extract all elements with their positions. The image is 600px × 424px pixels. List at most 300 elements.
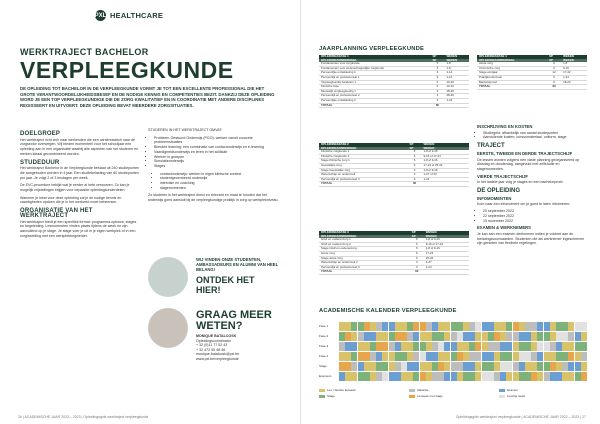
calendar-cell: [401, 332, 407, 341]
calendar-row: [319, 332, 587, 342]
calendar-cell: [389, 352, 395, 361]
legend-swatch: [499, 389, 505, 392]
calendar-cell: [550, 332, 556, 341]
calendar-cell: [432, 362, 438, 371]
calendar-cell: [358, 362, 364, 371]
heading-opleiding: DE OPLEIDING: [477, 188, 521, 195]
calendar-cell: [364, 322, 370, 331]
legend-swatch: [319, 395, 325, 398]
calendar-cell: [382, 332, 388, 341]
table-cell: 1-14: [444, 71, 469, 76]
legend-item: [499, 388, 518, 392]
calendar-cell: [550, 342, 556, 351]
table-fase-2: [319, 143, 469, 187]
table-cell: TOTAAL: [319, 182, 408, 187]
calendar-cell: [531, 362, 537, 371]
legend-swatch: [319, 389, 325, 392]
table-cell: 3: [430, 75, 444, 80]
intro-paragraph: DE OPLEIDING TOT BACHELOR IN DE VERPLEEGKUNDE VORMT JE TOT EEN EXCELLENTE PROFESSIONAL DIE HET GROTE VERANTWOORDELIJKHEIDSBESEF EN DE NODIGE KENNIS EN COMPETENTIES BEZIT. DANKZIJ DEZE OPLEIDING WORD JE EEN TOP VERPLEEGKUNDIGE DIE DE ZORG KWALITATIEF EN IN COORDINATIE MET ANDERE DISCIPLINES REGISSEERT EN UITVOERT. DEZE OPLEIDING BEVAT MEERDERE ZORGSITUATIES.: [20, 86, 275, 108]
calendar-cell: [494, 352, 500, 361]
calendar-cell: [401, 352, 407, 361]
calendar-cell: [513, 332, 519, 341]
contact-phone-1[interactable]: + 32 (0)11 77 52 43: [196, 343, 228, 348]
table-subheader-cell: SP: [547, 59, 561, 63]
table-cell: 6: [410, 256, 424, 261]
calendar-cell: [513, 322, 519, 331]
calendar-cell: [444, 352, 450, 361]
table-cell: 17-32: [561, 71, 587, 76]
table-cell: 28-30: [444, 94, 469, 99]
table-cell: 6: [430, 62, 444, 66]
calendar-cell: [556, 322, 562, 331]
contact-heading: GRAAG MEER WETEN?: [196, 309, 272, 332]
calendar-cell: [438, 342, 444, 351]
calendar-cell: [494, 372, 500, 381]
calendar-row-label: Examens: [319, 374, 332, 378]
calendar-cell: [475, 352, 481, 361]
calendar-cell: [482, 342, 488, 351]
table-cell: 1-24: [444, 98, 469, 103]
calendar-cell: [500, 352, 506, 361]
table-cell: 60: [410, 270, 424, 275]
list-item: • Blended learning: een combinatie van contactonderwijs en e-learning: [154, 145, 280, 150]
table-cell: 6: [408, 163, 422, 168]
table-cell: 17-24: [424, 251, 469, 256]
calendar-cell: [562, 352, 568, 361]
table-cell: 3: [430, 71, 444, 76]
info-dates: [477, 209, 587, 223]
calendar-cell: [351, 372, 357, 381]
table-cell: 6: [430, 85, 444, 90]
calendar-cell: [407, 342, 413, 351]
paragraph: In het laatste jaar volg je stages en een bachelorproef.: [477, 180, 564, 185]
contact-block: [148, 308, 288, 370]
calendar-cell: [345, 342, 351, 351]
calendar-cell: [339, 362, 345, 371]
list-item: • Simulatieonderwijs: [154, 159, 280, 164]
calendar-cell: [488, 322, 494, 331]
calendar-cell: [525, 362, 531, 371]
table-cell: 6: [430, 80, 444, 85]
footer-left: 26 | ACADEMISCHE JAAR 2022 – 2023 | Opleidingsgids werktraject verpleegkunde: [18, 415, 149, 419]
calendar-cell: [364, 332, 370, 341]
calendar-cell: [581, 362, 587, 371]
table-cell: Persoonlijk en professioneel 4: [319, 265, 410, 270]
calendar-cell: [575, 362, 581, 371]
calendar-cell: [420, 362, 426, 371]
calendar-cell: [438, 322, 444, 331]
heading-traject: TRAJECT: [477, 143, 505, 150]
calendar-cell: [581, 342, 587, 351]
brand-name: HEALTHCARE: [110, 11, 164, 20]
calendar-cell: [426, 342, 432, 351]
table-cell: Persoonlijke ontwikkeling 2: [319, 98, 430, 103]
contact-phone-2[interactable]: + 32 472 05 48 46: [196, 347, 226, 352]
table-cell: Wetenschap en onderzoek: [319, 173, 408, 178]
calendar-row: [319, 342, 587, 352]
subheading: EERSTE, TWEEDE EN DERDE TRAJECTSCHIJF: [477, 150, 573, 156]
table-total-row: [319, 182, 469, 187]
calendar-cell: [351, 342, 357, 351]
table-cell: [422, 182, 469, 187]
paragraph: Het werktraject richt zich naar werkenden die een carrièreswitch naar de zorgsector overwegen. Wij bieden momenteel voor het schooljaar een opleiding aan in een organisatie waarbij alle aspecten van het studeren en werken ideaal gecombineerd worden.: [20, 137, 139, 156]
table-cell: 6: [410, 251, 424, 256]
contact-photo: [148, 308, 188, 348]
calendar-cell: [420, 322, 426, 331]
paragraph: Je kan aan een examen deelnemen indien je voldoet aan de toelatingsvoorwaarden. Studenten die als werknemer ingeschreven zijn genieten van flexibele regelingen.: [477, 231, 585, 246]
table-cell: 12-24: [444, 85, 469, 90]
calendar-cell: [413, 362, 419, 371]
calendar-cell: [513, 362, 519, 371]
heading-organisatie: ORGANISATIE VAN HET WERKTRAJECT: [20, 208, 93, 219]
calendar-cell: [537, 352, 543, 361]
calendar-cell: [426, 362, 432, 371]
table-cell: Stage acute zorg: [319, 256, 410, 261]
table-cell: Chronische zorg: [477, 66, 547, 71]
calendar-cell: [550, 322, 556, 331]
table-cell: 1-8 of 9-16: [422, 150, 469, 154]
calendar-cell: [370, 342, 376, 351]
table-cell: GGZ en ouderenzorg 1: [319, 238, 410, 242]
table-cell: 3: [410, 265, 424, 270]
calendar-cell: [457, 342, 463, 351]
paragraph: Kom naar een infomoment om je goed te laten informeren:: [477, 202, 571, 207]
calendar-cell: [537, 332, 543, 341]
list-item: • Werken in groepen: [154, 155, 280, 160]
table-header-cell: OPLEIDINGSFASE 3: [319, 231, 410, 235]
table-cell: 1-8 of 9-16: [424, 247, 469, 252]
calendar-cell: [457, 322, 463, 331]
table-header-cell: OPLEIDINGSFASE 4: [477, 55, 547, 59]
table-subheader-cell: OPLEIDINGSONDERDEEL: [319, 235, 410, 239]
legend-item: [409, 388, 428, 392]
calendar-cell: [401, 362, 407, 371]
calendar-cell: [506, 322, 512, 331]
calendar-cell: [506, 332, 512, 341]
table-cell: 1-8: [444, 62, 469, 66]
calendar-cell: [556, 332, 562, 341]
calendar-cell: [432, 352, 438, 361]
table-header-cell: SP: [410, 231, 424, 235]
calendar-cell: [469, 332, 475, 341]
calendar-cell: [463, 362, 469, 371]
calendar-cell: [451, 352, 457, 361]
table-cell: Stage GGZ en ouderenzorg: [319, 247, 410, 252]
left-column-1: [20, 128, 140, 241]
calendar-cell: [444, 332, 450, 341]
calendar-cell: [568, 322, 574, 331]
table-subheader-cell: SP: [408, 147, 422, 151]
table-cell: Persoonlijk en professioneel 3: [319, 177, 408, 182]
calendar-grid: [319, 322, 587, 384]
sub-item: • studentgecentreerd onderwijs: [160, 176, 280, 181]
promo-cta[interactable]: ONTDEK HET HIER!: [196, 275, 255, 295]
brand-mark: PXL: [95, 10, 106, 21]
sub-item: • contactonderwijs: werken in eigen klinische context: [160, 172, 280, 177]
calendar-cell: [438, 362, 444, 371]
footer-right: Opleidingsgids werktraject verpleegkunde | ACADEMISCHE JAAR 2022 – 2023 | 27: [455, 415, 586, 419]
legend-item: [409, 394, 443, 398]
calendar-cell: [382, 342, 388, 351]
calendar-cell: [544, 332, 550, 341]
table-cell: 6: [430, 66, 444, 71]
calendar-cell: [444, 362, 450, 371]
table-cell: [444, 103, 469, 108]
table-cell: Klinische fase: [319, 85, 430, 90]
calendar-row: [319, 362, 587, 372]
calendar-cell: [413, 372, 419, 381]
brand-logo: [95, 10, 163, 21]
table-fase-1: [319, 55, 469, 108]
calendar-title: ACADEMISCHE KALENDER VERPLEEGKUNDE: [319, 308, 457, 314]
table-subheader-cell: OPLEIDINGSONDERDEEL: [319, 59, 430, 63]
table-cell: 6: [408, 154, 422, 159]
legend-label: Lesvrije week: [507, 394, 526, 398]
paragraph: Het werktraject biedt je een specifiek format: programma-opbouw, stages en begeleiding. Lesmomenten vinden plaats tijdens de week en zijn aanvullend op je stage. Je stage voer je uit in je eigen werkplek of in een zorginstelling met een werkplekbegeleider.: [20, 219, 137, 238]
calendar-cell: [451, 322, 457, 331]
calendar-cell: [401, 322, 407, 331]
list-item: • Stages: [154, 164, 280, 169]
calendar-cell: [420, 372, 426, 381]
table-total-row: [319, 270, 469, 275]
table-cell: 1-27: [424, 261, 469, 266]
calendar-cell: [581, 372, 587, 381]
page-kicker: WERKTRAJECT BACHELOR: [20, 47, 149, 57]
legend-label: Vakantie: [417, 388, 429, 392]
table-cell: 1-8 of 9-16: [422, 159, 469, 164]
calendar-cell: [432, 332, 438, 341]
table-cell: 10-20: [444, 80, 469, 85]
calendar-cell: [494, 332, 500, 341]
calendar-cell: [351, 362, 357, 371]
calendar-cell: [432, 342, 438, 351]
list-item: • Studiegeld: afhankelijk van aantal studiepunten: [483, 131, 587, 136]
academic-calendar: [319, 308, 587, 408]
table-cell: 1-27 of 33: [422, 173, 469, 178]
table-cell: Persoonlijke ontwikkeling 1: [319, 71, 430, 76]
table-cell: 60: [408, 182, 422, 187]
calendar-cell: [575, 372, 581, 381]
table-cell: TOTAAL: [477, 85, 547, 90]
calendar-cell: [444, 322, 450, 331]
paragraph: De lessen worden volgens een vaste planning georganiseerd op dinsdag en donderdag, aangevuld met zelfstudie en stagemomenten.: [477, 157, 580, 171]
calendar-cell: [376, 352, 382, 361]
calendar-cell: [426, 352, 432, 361]
calendar-cell: [531, 352, 537, 361]
contact-name: MONIQUE BATALCOSK: [196, 334, 237, 338]
table-cell: 6: [408, 168, 422, 173]
contact-email[interactable]: monique.batalcosk@pxl.be: [196, 352, 240, 357]
calendar-cell: [376, 332, 382, 341]
calendar-cell: [364, 342, 370, 351]
table-header-cell: WEKEN: [424, 231, 469, 235]
table-subheader-cell: OPLEIDINGSONDERDEEL: [477, 59, 547, 63]
calendar-cell: [575, 332, 581, 341]
table-header-cell: OPLEIDINGSFASE 2: [319, 143, 408, 147]
calendar-cell: [382, 352, 388, 361]
calendar-cell: [407, 362, 413, 371]
calendar-cell: [370, 332, 376, 341]
calendar-cell: [475, 332, 481, 341]
table-cell: 1-8 of 9-16: [424, 238, 469, 242]
table-cell: 6: [430, 89, 444, 94]
calendar-cell: [568, 362, 574, 371]
calendar-cell: [463, 332, 469, 341]
calendar-cell: [513, 372, 519, 381]
table-cell: 1-8: [444, 66, 469, 71]
table-cell: 25-32: [424, 256, 469, 261]
paragraph: Wanneer je kiest voor deze opleiding zal je de nodige kennis en vaardigheden opdoen die je in het werkveld moet beheersen.: [20, 195, 122, 205]
calendar-cell: [376, 372, 382, 381]
calendar-cell: [482, 372, 488, 381]
legend-item: [319, 394, 335, 398]
table-cell: 6: [410, 247, 424, 252]
contact-details: [196, 334, 239, 362]
calendar-cell: [544, 322, 550, 331]
calendar-cell: [382, 362, 388, 371]
table-fase-4: [477, 55, 587, 90]
calendar-cell: [351, 332, 357, 341]
calendar-cell: [513, 352, 519, 361]
calendar-cell: [506, 352, 512, 361]
table-cell: 9-16: [561, 66, 587, 71]
table-cell: 1-24: [561, 75, 587, 80]
calendar-cell: [376, 322, 382, 331]
table-cell: 1-8 of 9-16: [422, 168, 469, 173]
table-cell: 12: [547, 71, 561, 76]
table-header-cell: WEKEN: [561, 55, 587, 59]
sub-list: [148, 172, 280, 191]
calendar-cell: [531, 322, 537, 331]
calendar-cell: [525, 332, 531, 341]
calendar-cell: [413, 322, 419, 331]
calendar-cell: [519, 332, 525, 341]
legend-swatch: [409, 389, 415, 392]
calendar-row-label: Fase 4: [319, 354, 329, 358]
table-cell: 6: [408, 159, 422, 164]
table-subheader-cell: OPLEIDINGSONDERDEEL: [319, 147, 408, 151]
contact-role: Opleidingscoördinator: [196, 338, 231, 343]
ambassador-promo[interactable]: [148, 253, 280, 301]
calendar-row: [319, 322, 587, 332]
heading-doelgroep: DOELGROEP: [20, 131, 61, 137]
calendar-cell: [469, 362, 475, 371]
calendar-cell: [389, 332, 395, 341]
table-subheader-cell: WEKEN: [422, 147, 469, 151]
calendar-cell: [370, 372, 376, 381]
calendar-cell: [525, 322, 531, 331]
calendar-cell: [556, 342, 562, 351]
table-cell: Acute zorg: [477, 62, 547, 66]
table-cell: Persoonlijk en professioneel 2: [319, 94, 430, 99]
calendar-cell: [488, 362, 494, 371]
calendar-cell: [544, 352, 550, 361]
calendar-cell: [494, 362, 500, 371]
table-cell: 6: [408, 150, 422, 154]
calendar-cell: [457, 332, 463, 341]
table-cell: Fundamenten voor zorgkunde: [319, 62, 430, 66]
calendar-cell: [395, 342, 401, 351]
table-cell: [561, 85, 587, 90]
calendar-cell: [451, 342, 457, 351]
table-cell: Bachelorproef: [477, 80, 547, 85]
subheading: EXAMEN & WERKNEMERS: [477, 225, 531, 231]
table-cell: Praktijkonderzoek: [477, 75, 547, 80]
legend-label: Stage: [327, 394, 335, 398]
calendar-cell: [575, 352, 581, 361]
calendar-cell: [426, 322, 432, 331]
table-cell: 17-24 of 25-32: [422, 163, 469, 168]
calendar-cell: [475, 362, 481, 371]
calendar-cell: [364, 372, 370, 381]
calendar-cell: [413, 352, 419, 361]
calendar-cell: [370, 362, 376, 371]
calendar-cell: [438, 332, 444, 341]
right-page: [300, 0, 600, 424]
table-cell: Klinische zorgkunde 2: [319, 154, 408, 159]
calendar-cell: [395, 332, 401, 341]
table-cell: [424, 270, 469, 275]
calendar-cell: [519, 352, 525, 361]
table-cell: Stage Geestelijke zorg: [319, 168, 408, 173]
calendar-cell: [568, 342, 574, 351]
calendar-cell: [581, 322, 587, 331]
calendar-cell: [395, 372, 401, 381]
jaarplanning-title: JAARPLANNING VERPLEEGKUNDE: [319, 46, 425, 52]
table-subheader-cell: WEKEN: [424, 235, 469, 239]
calendar-cell: [370, 322, 376, 331]
calendar-cell: [469, 342, 475, 351]
legend-item: [319, 388, 356, 392]
calendar-cell: [537, 362, 543, 371]
promo-text: WIJ VINDEN ONZE STUDENTEN, AMBASSADEURS EN ALUMNI VAN HEEL BELANG!: [196, 257, 279, 272]
subheading: VIERDE TRAJECTSCHIJF: [477, 173, 528, 179]
calendar-cell: [544, 372, 550, 381]
table-cell: Geestelijke zorg: [319, 163, 408, 168]
calendar-cell: [389, 322, 395, 331]
page-title: VERPLEEGKUNDE: [20, 57, 234, 83]
calendar-cell: [407, 322, 413, 331]
calendar-cell: [475, 372, 481, 381]
calendar-cell: [556, 352, 562, 361]
calendar-cell: [488, 332, 494, 341]
calendar-cell: [407, 372, 413, 381]
calendar-cell: [531, 332, 537, 341]
sub-item: • intervisie en coaching: [160, 181, 280, 186]
table-cell: Wetenschap en onderzoek 2: [319, 261, 410, 266]
calendar-cell: [351, 322, 357, 331]
table-cell: Fundamenten voor wetenschappelijke zorgkunde: [319, 66, 430, 71]
calendar-cell: [395, 322, 401, 331]
table-cell: 3: [408, 177, 422, 182]
list-item: • Vaardigheidsonderwijs en leren in het skillslab: [154, 150, 280, 155]
calendar-cell: [358, 352, 364, 361]
contact-web[interactable]: www.pxl.be/verpleegkunde: [196, 356, 239, 361]
calendar-cell: [457, 352, 463, 361]
table-cell: 3: [430, 94, 444, 99]
calendar-cell: [482, 332, 488, 341]
calendar-cell: [494, 322, 500, 331]
calendar-cell: [438, 372, 444, 381]
fee-list: [477, 131, 587, 140]
calendar-cell: [550, 372, 556, 381]
subheading: INFOMOMENTEN: [477, 195, 512, 201]
table-cell: 60: [430, 103, 444, 108]
calendar-cell: [351, 352, 357, 361]
table-cell: 6: [547, 62, 561, 66]
calendar-cell: [575, 342, 581, 351]
calendar-cell: [457, 362, 463, 371]
